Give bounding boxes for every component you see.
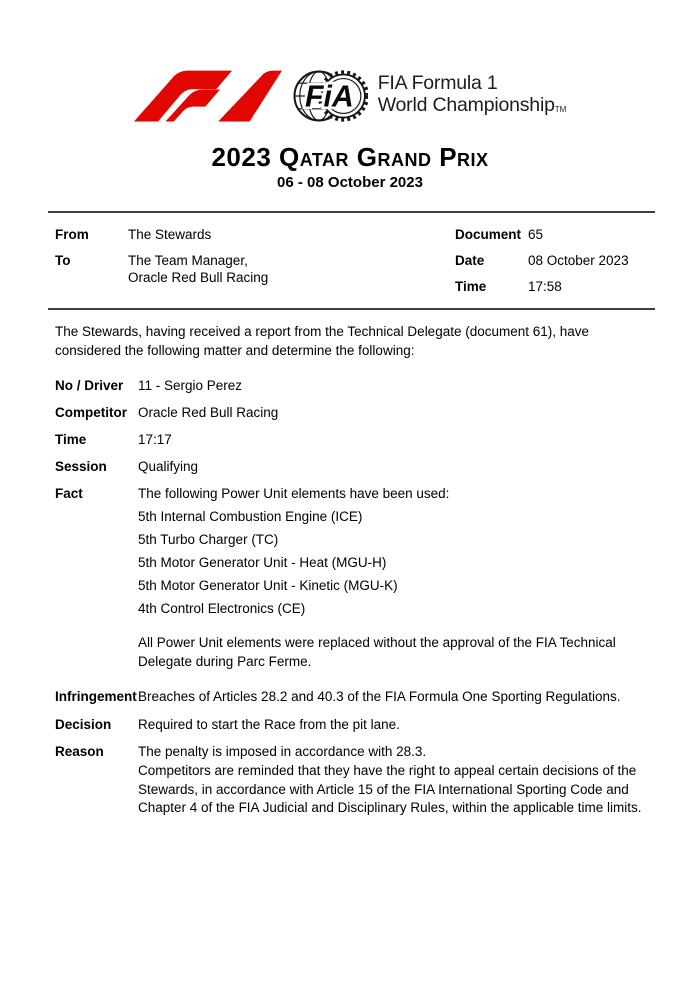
field-row-infringement bbox=[55, 688, 655, 706]
fact-note: All Power Unit elements were replaced without the approval of the FIA Technical Delegate during Parc Ferme. bbox=[138, 635, 616, 669]
meta-from-to bbox=[55, 226, 268, 286]
fact-content bbox=[138, 485, 655, 671]
field-row-session bbox=[55, 458, 655, 476]
fact-item-mguk: 5th Motor Generator Unit - Kinetic (MGU-K) bbox=[138, 578, 398, 593]
divider-top bbox=[48, 211, 655, 213]
time-label: Time bbox=[455, 279, 487, 294]
field-row-time bbox=[55, 431, 655, 449]
fia-monogram-text: FiA bbox=[304, 80, 354, 114]
decision-label: Decision bbox=[55, 717, 112, 732]
field-row-competitor bbox=[55, 404, 655, 422]
fact-item-ce: 4th Control Electronics (CE) bbox=[138, 601, 306, 616]
date-label: Date bbox=[455, 253, 485, 268]
to-value: The Team Manager, Oracle Red Bull Racing bbox=[128, 253, 269, 285]
fact-item-mguh: 5th Motor Generator Unit - Heat (MGU-H) bbox=[138, 555, 387, 570]
infringement-value: Breaches of Articles 28.2 and 40.3 of the FIA Formula One Sporting Regulations. bbox=[138, 689, 621, 704]
brand-line2: World ChampionshipTM bbox=[377, 94, 567, 116]
f1-logo-icon bbox=[134, 70, 282, 122]
competitor-label: Competitor bbox=[55, 405, 127, 420]
competitor-value: Oracle Red Bull Racing bbox=[138, 405, 279, 420]
from-label: From bbox=[55, 227, 89, 242]
field-row-fact bbox=[55, 485, 655, 671]
fia-emblem-icon bbox=[292, 64, 368, 128]
reason-content bbox=[138, 743, 655, 818]
reason-value: The penalty is imposed in accordance with 28.3. bbox=[138, 744, 427, 759]
document-label: Document bbox=[455, 227, 522, 242]
driver-label: No / Driver bbox=[55, 378, 124, 393]
document-value: 65 bbox=[528, 227, 544, 242]
session-label: Session bbox=[55, 459, 107, 474]
time-field-label: Time bbox=[55, 432, 87, 447]
meta-document-info bbox=[455, 226, 629, 295]
reason-appeal-paragraph: Competitors are reminded that they have the right to appeal certain decisions of the Stewards, in accordance with Article 15 of the FIA International Sporting Code and Chapter 4 of the FIA Judicial and Disciplinary Rules, within the applicable time limits. bbox=[138, 763, 642, 815]
field-row-decision bbox=[55, 716, 655, 734]
driver-value: 11 - Sergio Perez bbox=[138, 378, 243, 393]
fact-intro: The following Power Unit elements have been used: bbox=[138, 486, 450, 501]
event-dates: 06 - 08 October 2023 bbox=[277, 174, 423, 191]
intro-paragraph: The Stewards, having received a report from the Technical Delegate (document 61), have considered the following matter and determine the following: bbox=[55, 324, 590, 358]
event-title: 2023 Qatar Grand Prix bbox=[211, 142, 489, 172]
time-field-value: 17:17 bbox=[138, 432, 172, 447]
field-row-reason bbox=[55, 743, 655, 818]
trademark-symbol: TM bbox=[554, 105, 567, 114]
session-value: Qualifying bbox=[138, 459, 199, 474]
to-label: To bbox=[55, 253, 71, 268]
meta-block bbox=[48, 226, 652, 298]
field-row-driver bbox=[55, 377, 655, 395]
reason-label: Reason bbox=[55, 744, 104, 759]
brand-line1: FIA Formula 1 bbox=[377, 72, 498, 94]
time-value: 17:58 bbox=[528, 279, 562, 294]
infringement-label: Infringement bbox=[55, 689, 137, 704]
decision-value: Required to start the Race from the pit lane. bbox=[138, 717, 400, 732]
fact-item-ice: 5th Internal Combustion Engine (ICE) bbox=[138, 509, 363, 524]
brand-wordmark bbox=[378, 72, 567, 120]
fact-item-tc: 5th Turbo Charger (TC) bbox=[138, 532, 279, 547]
header bbox=[0, 0, 700, 128]
divider-meta bbox=[48, 308, 655, 310]
date-value: 08 October 2023 bbox=[528, 253, 629, 268]
fact-label: Fact bbox=[55, 486, 83, 501]
from-value: The Stewards bbox=[128, 227, 212, 242]
title-block bbox=[0, 142, 700, 192]
